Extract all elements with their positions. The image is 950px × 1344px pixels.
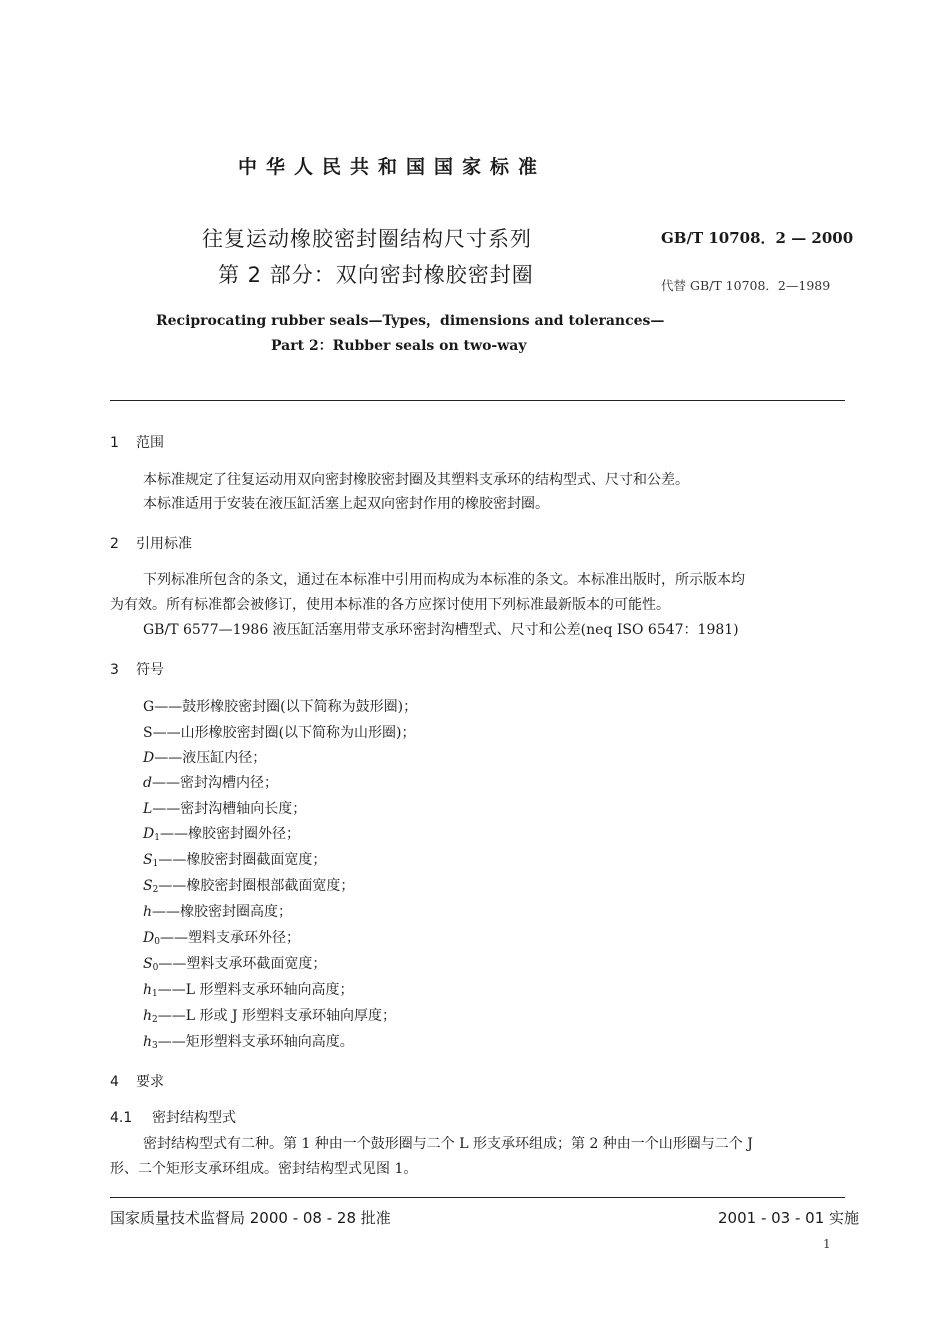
- section-3-title: 符号: [136, 662, 164, 678]
- section-4-paragraph-line2: 形、二个矩形支承环组成。密封结构型式见图 1。: [110, 1161, 418, 1177]
- section-1-paragraph-2: 本标准适用于安装在液压缸活塞上起双向密封作用的橡胶密封圈。: [143, 496, 549, 512]
- symbol-item: $h_3——$矩形塑料支承环轴向高度。: [143, 1034, 354, 1051]
- section-2-paragraph-line1: 下列标准所包含的条文，通过在本标准中引用而构成为本标准的条文。本标准出版时，所示版本均: [143, 572, 745, 588]
- subsection-4-1-number: 4.1: [110, 1110, 133, 1126]
- symbol-item: D——液压缸内径；: [143, 750, 267, 766]
- section-1-number: 1: [110, 435, 119, 451]
- section-4-title: 要求: [136, 1074, 164, 1090]
- subsection-4-1-heading: [110, 1108, 236, 1128]
- section-2-title: 引用标准: [136, 536, 192, 552]
- section-1-title: 范围: [136, 435, 164, 451]
- header-divider: [110, 400, 845, 401]
- footer-divider: [110, 1197, 845, 1198]
- document-title-en-line2: Part 2：Rubber seals on two-way: [271, 338, 527, 354]
- symbol-item: $D_1——$橡胶密封圈外径；: [143, 826, 300, 843]
- replaces-standard: 代替 GB/T 10708．2—1989: [661, 278, 831, 293]
- section-4-number: 4: [110, 1074, 119, 1090]
- section-3-number: 3: [110, 662, 119, 678]
- section-4-heading: [110, 1071, 164, 1091]
- section-2-number: 2: [110, 536, 119, 552]
- approval-issuer: 国家质量技术监督局 2000 - 08 - 28 批准: [110, 1209, 391, 1227]
- section-3-heading: [110, 659, 164, 679]
- symbol-item: $D_0——$塑料支承环外径；: [143, 930, 300, 947]
- page-number: 1: [823, 1237, 831, 1251]
- symbol-item: S——山形橡胶密封圈(以下简称为山形圈)；: [143, 725, 416, 741]
- normative-reference: GB/T 6577—1986 液压缸活塞用带支承环密封沟槽型式、尺寸和公差(neq ISO 6547：1981): [143, 622, 739, 638]
- symbol-item: $S_2——$橡胶密封圈根部截面宽度；: [143, 878, 355, 895]
- symbol-item: $S_0——$塑料支承环截面宽度；: [143, 956, 327, 973]
- symbol-item: $h_2——L$ 形或 J 形塑料支承环轴向厚度；: [143, 1008, 397, 1025]
- section-2-paragraph-line2: 为有效。所有标准都会被修订，使用本标准的各方应探讨使用下列标准最新版本的可能性。: [110, 597, 670, 613]
- section-1-heading: [110, 432, 164, 452]
- national-standard-title: 中华人民共和国国家标准: [238, 156, 547, 178]
- symbol-item: h——橡胶密封圈高度；: [143, 904, 293, 920]
- document-title-cn-line2: 第 2 部分：双向密封橡胶密封圈: [218, 263, 534, 287]
- symbol-item: $S_1——$橡胶密封圈截面宽度；: [143, 852, 327, 869]
- document-title-cn-line1: 往复运动橡胶密封圈结构尺寸系列: [202, 227, 532, 251]
- document-title-en-line1: Reciprocating rubber seals—Types，dimensions and tolerances—: [156, 313, 665, 329]
- symbol-item: L——密封沟槽轴向长度；: [143, 801, 307, 817]
- section-1-paragraph-1: 本标准规定了往复运动用双向密封橡胶密封圈及其塑料支承环的结构型式、尺寸和公差。: [143, 472, 689, 488]
- standard-code: GB/T 10708．2 — 2000: [661, 229, 854, 247]
- symbol-item: G——鼓形橡胶密封圈(以下简称为鼓形圈)；: [143, 699, 418, 715]
- symbol-item: $h_1——L$ 形塑料支承环轴向高度；: [143, 982, 354, 999]
- effective-date: 2001 - 03 - 01 实施: [718, 1209, 860, 1227]
- symbol-item: d——密封沟槽内径；: [143, 775, 278, 791]
- subsection-4-1-title: 密封结构型式: [152, 1110, 236, 1126]
- section-2-heading: [110, 533, 192, 553]
- section-4-paragraph-line1: 密封结构型式有二种。第 1 种由一个鼓形圈与二个 L 形支承环组成；第 2 种由一个山形圈与二个 J: [143, 1136, 753, 1152]
